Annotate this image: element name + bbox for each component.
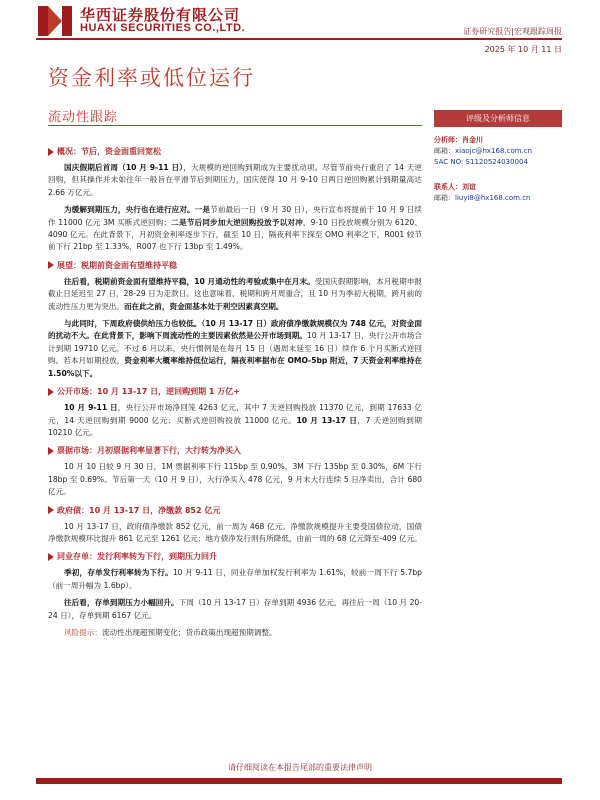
footer-bar [36, 778, 562, 784]
analyst-sidebar [434, 110, 562, 204]
huaxi-logo-icon [36, 4, 74, 38]
report-date: 2025 年 10 月 11 日 [484, 45, 562, 54]
analyst-email-label: 邮箱： [434, 147, 455, 155]
paragraph: 往后看，税期前资金面有望维持平稳，10 月通动性的考验或集中在月末。受国庆假期影响，本月税期申报截止日延迟至 27 日，28-29 日为走款日。这也意味着，税期和跨月周重合，且 10 月为季初大税期，跨月前的流动性压力更为突出。而在此之前，资金面基本处于利空因素真空期。 [48, 276, 422, 311]
analyst-email-link[interactable]: xiaojc@hx168.com.cn [455, 147, 533, 155]
legal-footer: 请仔细阅读在本报告尾部的重要法律声明 [228, 763, 372, 772]
risk-warning: 风险提示：流动性出现超预期变化；货币政策出现超预期调整。 [64, 627, 277, 637]
subtitle-divider [48, 125, 422, 126]
contact-name: 联系人：刘谊 [434, 183, 476, 191]
report-title: 资金利率或低位运行 [48, 66, 255, 90]
arrow-icon [48, 388, 54, 396]
section-heading: 公开市场：10 月 13-17 日，逆回购到期 1 万亿+ [48, 386, 422, 397]
report-body [48, 140, 422, 639]
report-subtitle: 流动性跟踪 [48, 110, 119, 125]
sidebar-heading: 评级及分析师信息 [434, 110, 562, 127]
section-heading: 展望：税期前资金面有望维持平稳 [48, 260, 422, 271]
section-heading: 政府债：10 月 13-17 日，净缴款 852 亿元 [48, 505, 422, 516]
header-divider [36, 38, 562, 40]
arrow-icon [48, 553, 54, 561]
section-heading: 同业存单：发行利率转为下行，到期压力回升 [48, 551, 422, 562]
arrow-icon [48, 447, 54, 455]
paragraph: 往后看，存单到期压力小幅回升。下周（10 月 13-17 日）存单到期 4936 亿元，再往后一周（10 月 20-24 日），存单到期 6167 亿元。 [48, 598, 423, 620]
company-name-cn: 华西证券股份有限公司 [80, 6, 241, 24]
analyst-name: 分析师：肖金川 [434, 136, 483, 144]
section-heading: 票据市场：月初票据利率显著下行，大行转为净买入 [48, 445, 422, 456]
paragraph: 季初，存单发行利率转为下行。10 月 9-11 日，同业存单加权发行利率为 1.61%，较前一周下行 5.7bp（前一周升幅为 1.6bp）。 [48, 568, 422, 590]
report-header [0, 0, 600, 54]
arrow-icon [48, 506, 54, 514]
report-type: 证券研究报告|宏观跟踪周报 [463, 27, 562, 36]
paragraph: 10 月 9-11 日，央行公开市场净回笼 4263 亿元，其中 7 天逆回购投放 11370 亿元，到期 17633 亿元，14 天逆回购到期 9000 亿元；买断式逆回购投放 11000 亿元。10 月 13-17 日，7 天逆回购到期 10210 亿元。 [48, 403, 422, 437]
paragraph: 为缓解到期压力，央行也在进行应对。一是节前最后一日（9 月 30 日），央行宣布将提前于 10 月 9 日续作 11000 亿元 3M 买断式逆回购；二是节后同步加大逆回购投放予以对冲，9-10 日投放规模分别为 6120、4090 亿元。在此背景下，月初资金利率逐步下行，截至 10 日，隔夜利率下探至 OMO 利率之下，R001 较节前下行 21bp 至 1.33%，R007 也下行 13bp 至 1.49%。 [48, 205, 422, 252]
paragraph: 国庆假期后首周（10 月 9-11 日），大规模的逆回购到期成为主要扰动项。尽管节前央行重启了 14 天逆回购，但其操作并未如往年一般旨在平滑节后到期压力，国庆使得 10 月 9-10 日两日逆回购累计到期量高达 2.66 万亿元。 [48, 163, 422, 197]
section-heading: 概况：节后，资金面重回宽松 [48, 146, 422, 157]
paragraph: 10 月 13-17 日，政府债净缴款 852 亿元，前一周为 468 亿元。净缴款规模提升主要受国债拉动，国债净缴款规模环比提升 861 亿元至 1261 亿元；地方债净发行则有所降低，由前一周的 68 亿元降至-409 亿元。 [48, 521, 422, 543]
contact-email-link[interactable]: liuyi8@hx168.com.cn [455, 194, 531, 202]
arrow-icon [48, 148, 54, 156]
sac-number: SAC NO: S1120524030004 [434, 158, 528, 166]
arrow-icon [48, 261, 54, 269]
contact-email-label: 邮箱： [434, 194, 455, 202]
paragraph: 与此同时，下周政府债供给压力也较低。（10 月 13-17 日）政府债净缴款规模仅为 748 亿元，对资金面的扰动不大。在此背景下，影响下周流动性的主要因素依然是公开市场到期。10 月 13-17 日，央行公开市场合计到期 19710 亿元。不过 6 月以来，央行惯例是在每月 15 日（遇周末延至 16 日）续作 6 个月买断式逆回购。若本月如期投放，资金利率大概率维持低位运行，隔夜利率据布在 OMO-5bp 附近，7 天资金利率维持在 1.50%以下。 [48, 319, 423, 378]
company-name-en: HUAXI SECURITIES CO.,LTD. [80, 22, 246, 34]
paragraph: 10 月 10 日较 9 月 30 日，1M 票据利率下行 115bp 至 0.90%，3M 下行 135bp 至 0.30%，6M 下行 18bp 至 0.69%。节后第一天（10 月 9 日），大行净买入 478 亿元，9 月末大行连续 5 日净卖出，合计 680 亿元。 [48, 462, 422, 497]
